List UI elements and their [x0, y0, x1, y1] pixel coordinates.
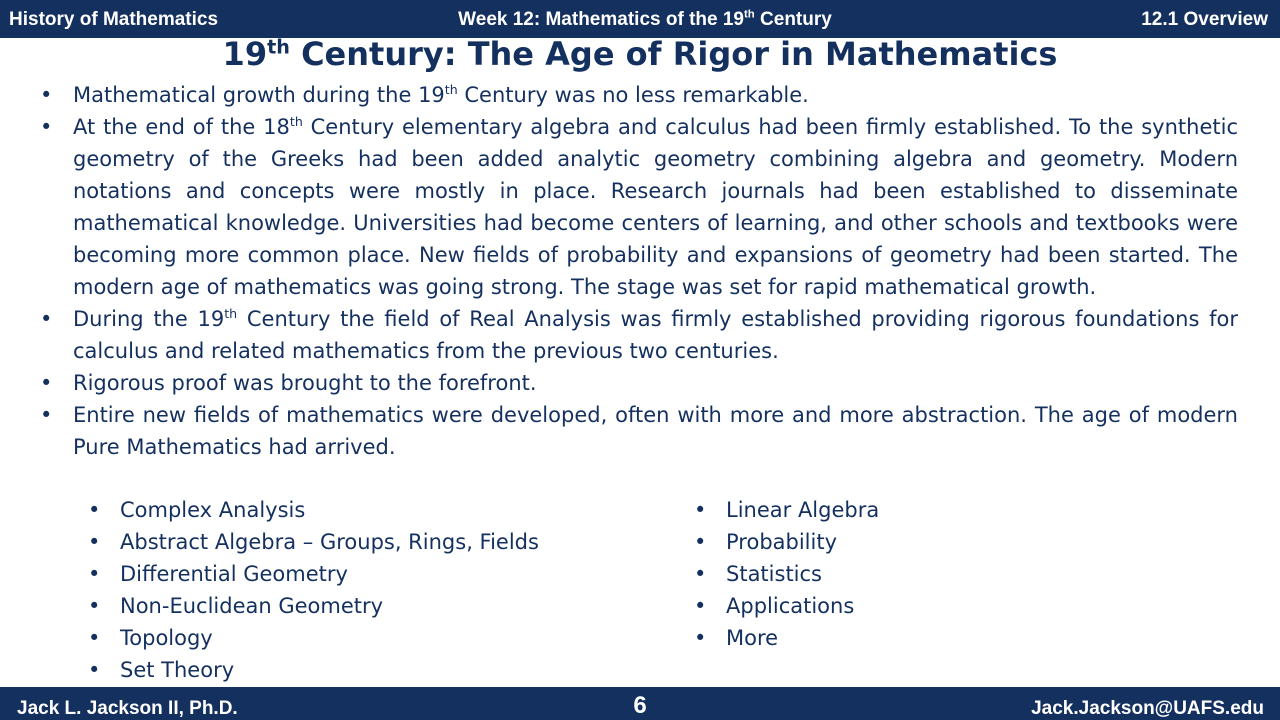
field-label: Abstract Algebra – Groups, Rings, Fields — [120, 530, 539, 554]
list-item — [694, 526, 879, 558]
bullet-dot: • — [694, 594, 707, 618]
bullet-text-after: Century elementary algebra and calculus had been firmly established. To the synthetic geometry of the Greeks had been added analytic geometry combining algebra and geometry. Modern notations and concepts were mostly in place. Research journals had been established to disseminate mathematical knowledge. Universities had become centers of learning, and other schools and textbooks were becoming more common place. New fields of probability and expansions of geometry had been started. The modern age of mathematics was going strong. The stage was set for rapid mathematical growth. — [73, 115, 1238, 299]
field-label: Non-Euclidean Geometry — [120, 594, 384, 618]
week-title-prefix: Week 12: Mathematics of the 19 — [458, 9, 744, 30]
bullet-text: Mathematical growth during the 19 — [73, 83, 445, 107]
course-title: History of Mathematics — [9, 9, 219, 30]
bullet-dot: • — [694, 562, 707, 586]
bullet-sup: th — [289, 114, 303, 129]
bullet-dot: • — [40, 403, 53, 427]
list-item — [694, 558, 879, 590]
bullet-dot: • — [88, 626, 101, 650]
section-label: 12.1 Overview — [1141, 9, 1268, 30]
field-label: Complex Analysis — [120, 498, 306, 522]
bullet-sup: th — [444, 82, 458, 97]
bullet-dot: • — [88, 594, 101, 618]
slide-title — [0, 35, 1280, 73]
bullet-item — [40, 111, 1238, 303]
author-email: Jack.Jackson@UAFS.edu — [1031, 698, 1264, 719]
list-item — [88, 494, 539, 526]
field-label: Statistics — [726, 562, 822, 586]
list-item — [88, 526, 539, 558]
list-item — [88, 590, 539, 622]
fields-list-left — [88, 494, 539, 686]
header-bar — [0, 0, 1280, 38]
bullet-dot: • — [40, 307, 53, 331]
bullet-text: Rigorous proof was brought to the forefront. — [73, 371, 537, 395]
field-label: Applications — [726, 594, 855, 618]
bullet-dot: • — [40, 371, 53, 395]
bullet-text: At the end of the 18 — [73, 115, 290, 139]
footer-bar — [0, 687, 1280, 720]
week-title-sup: th — [743, 8, 755, 21]
field-label: More — [726, 626, 779, 650]
bullet-text-after: Century was no less remarkable. — [457, 83, 809, 107]
bullet-dot: • — [88, 530, 101, 554]
page-number: 6 — [633, 692, 647, 719]
bullet-item — [40, 79, 1238, 111]
bullet-dot: • — [88, 498, 101, 522]
bullet-text-after: Century the field of Real Analysis was firmly established providing rigorous foundations for calculus and related mathematics from the previous two centuries. — [73, 307, 1239, 363]
list-item — [88, 654, 539, 686]
field-label: Set Theory — [120, 658, 235, 682]
slide-title-suffix: Century: The Age of Rigor in Mathematics — [289, 35, 1058, 73]
bullet-dot: • — [694, 530, 707, 554]
author-name: Jack L. Jackson II, Ph.D. — [17, 698, 238, 719]
field-label: Differential Geometry — [120, 562, 348, 586]
bullet-item — [40, 399, 1238, 463]
bullet-dot: • — [40, 83, 53, 107]
week-title — [0, 9, 1280, 31]
bullet-text: During the 19 — [73, 307, 225, 331]
field-label: Probability — [726, 530, 838, 554]
list-item — [88, 622, 539, 654]
bullet-dot: • — [694, 498, 707, 522]
field-label: Linear Algebra — [726, 498, 880, 522]
bullet-list — [40, 79, 1238, 463]
bullet-sup: th — [224, 306, 238, 321]
week-title-suffix: Century — [754, 9, 832, 30]
list-item — [694, 494, 879, 526]
slide-title-sup: th — [267, 35, 290, 59]
list-item — [694, 622, 879, 654]
bullet-dot: • — [694, 626, 707, 650]
bullet-item — [40, 303, 1238, 367]
bullet-dot: • — [40, 115, 53, 139]
slide-title-prefix: 19 — [222, 35, 268, 73]
bullet-text: Entire new fields of mathematics were developed, often with more and more abstraction. The age of modern Pure Mathematics had arrived. — [73, 403, 1238, 459]
list-item — [694, 590, 879, 622]
field-label: Topology — [120, 626, 213, 650]
bullet-dot: • — [88, 562, 101, 586]
bullet-dot: • — [88, 658, 101, 682]
fields-list-right — [694, 494, 879, 654]
list-item — [88, 558, 539, 590]
bullet-item — [40, 367, 1238, 399]
